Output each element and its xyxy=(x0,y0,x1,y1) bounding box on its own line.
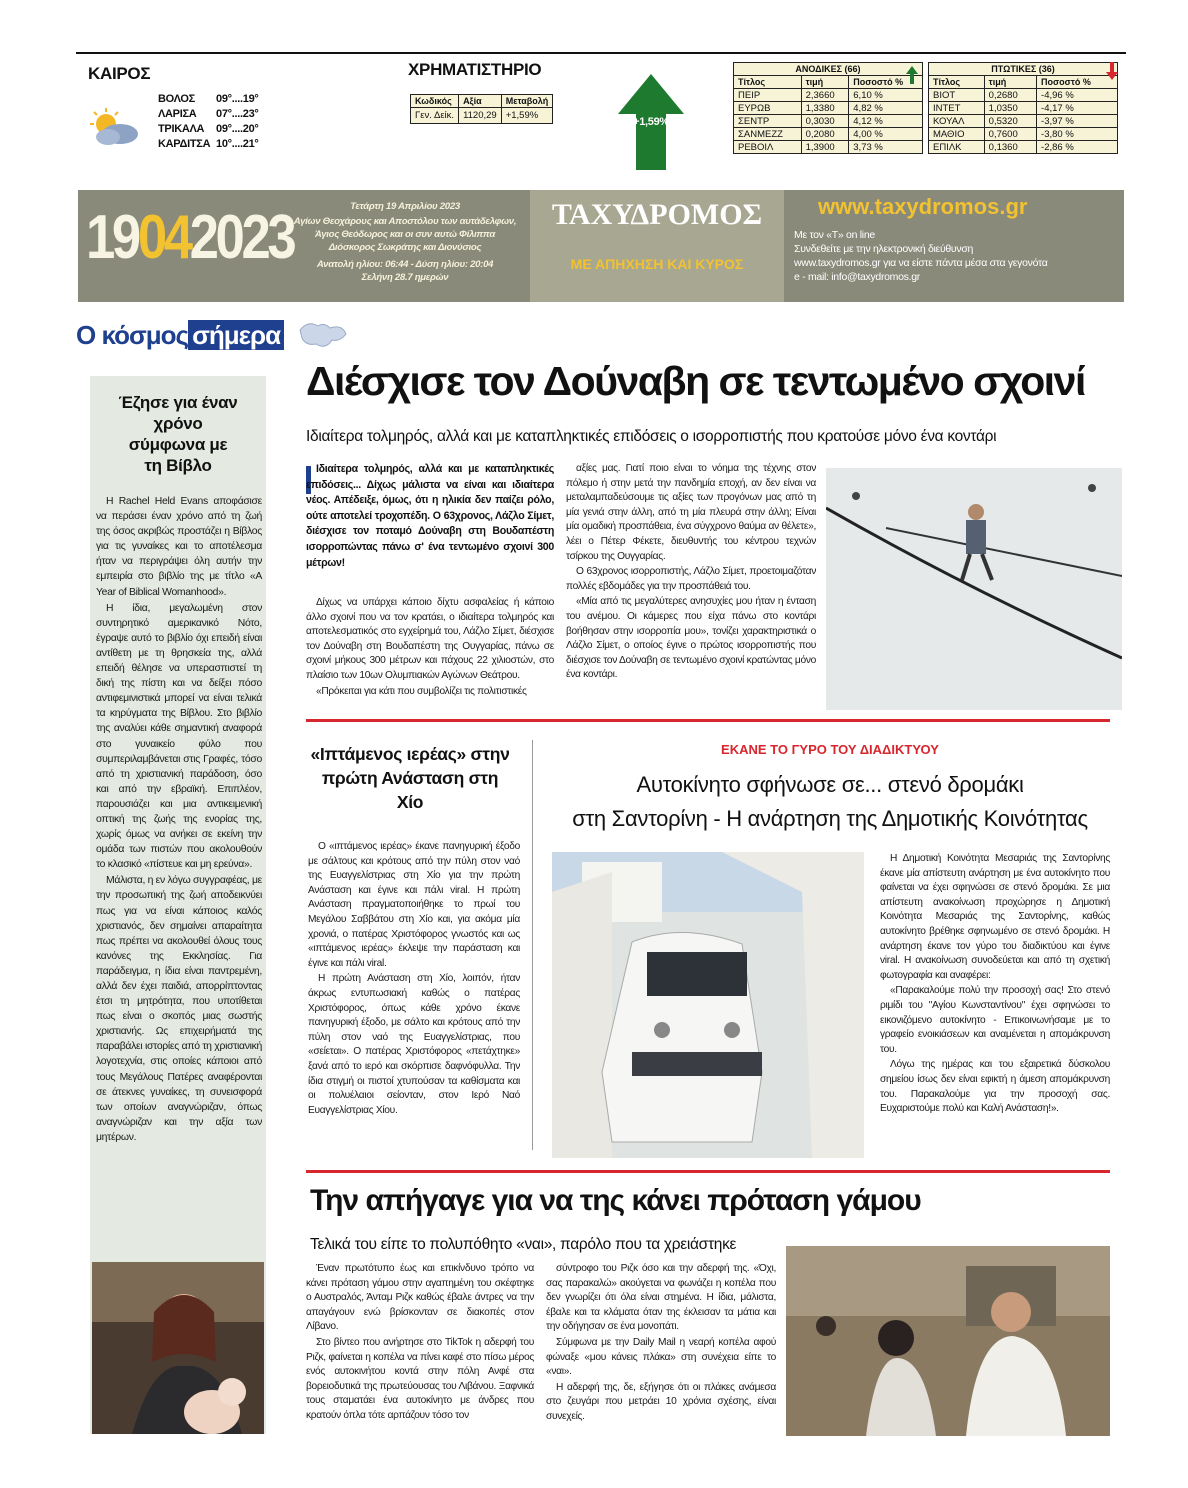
main-col-2 xyxy=(566,462,816,684)
paragraph: «Παρακαλούμε πολύ την προσοχή σας! Στο στενό ριμίδι του "Αγίου Κωνσταντίνου" έχει σφηνώσει το εικονιζόμενο αυτοκίνητο - Επικοινωνήσαμε με το γραφείο ενοικιάσεων και αναμένεται η απομάκρυνση του. xyxy=(880,985,1110,1055)
gainers-col-price: τιμή xyxy=(801,76,849,89)
gainers-title: ΑΝΟΔΙΚΕΣ (66) xyxy=(734,63,923,76)
weather-row: ΛΑΡΙΣΑ 07°....23° xyxy=(158,108,259,120)
proposal-photo xyxy=(786,1246,1110,1436)
banner-info xyxy=(290,200,520,284)
sun-cloud-icon xyxy=(86,108,142,148)
sidebar-headline: Έζησε για έναν χρόνο σύμφωνα με τη Βίβλο xyxy=(118,393,238,475)
table-row: ΒΙΟΤ 0,2680 -4,96 % xyxy=(929,89,1118,102)
weekday-date: Τετάρτη 19 Απριλίου 2023 xyxy=(350,201,460,212)
col-value: Αξία xyxy=(459,95,502,108)
table-row: ΣΑΝΜΕΖΖ 0,2080 4,00 % xyxy=(734,128,923,141)
paragraph: Σύμφωνα με την Daily Mail η νεαρή κοπέλα αφού φώναξε «μου κάνεις πλάκα» στη συνέχεια είπε το «ναι». xyxy=(546,1336,776,1378)
saints-line: Διόσκορος Σωκράτης και Διονύσιος xyxy=(328,242,482,253)
arrow-value: +1,59% xyxy=(633,116,669,128)
section-rule xyxy=(306,719,1110,722)
main-col-1 xyxy=(306,596,554,700)
paragraph: Έναν πρωτότυπο έως και επικίνδυνο τρόπο να κάνει πρόταση γάμου στην αγαπημένη του σκέφτηκε ο Αυστραλός, Άνταμ Ριζκ καθώς έβαλε άντρες να την απαγάγουν ενώ βρίσκονταν σε διακοπές στον Λίβανο. xyxy=(306,1263,534,1333)
car-photo xyxy=(552,852,864,1158)
date-day: 19 xyxy=(86,203,138,272)
paragraph: Η Δημοτική Κοινότητα Μεσαριάς της Σαντορίνης έκανε μία απίστευτη ανάρτηση με ένα αυτοκίνητο που φαίνεται να έχει σφηνώσει σε στενό δρομάκι. Σε μια απίστευτη ανακοίνωση προχώρησε η Δημοτική Κοινότητα Μεσαριάς της Σαντορίνης, καθώς αυτοκίνητο βρέθηκε σφηνωμένο σε στενό δρομάκι. Η ανάρτηση έκανε τον γύρο του διαδικτύου και έγινε viral. Η ανακοίνωση συνοδεύεται και από τη σχετική φωτογραφία και αναφέρει: xyxy=(880,853,1110,981)
main-subhead: Ιδιαίτερα τολμηρός, αλλά και με καταπληκτικές επιδόσεις ο ισορροπιστής που κρατούσε μόνο ένα κοντάρι xyxy=(306,428,997,445)
paragraph: «Πρόκειται για κάτι που συμβολίζει τις πολιτιστικές xyxy=(316,685,527,697)
online-line: Συνδεθείτε με την ηλεκτρονική διεύθυνση xyxy=(794,243,974,255)
santorini-body xyxy=(880,852,1110,1118)
moon-age: Σελήνη 28.7 ημερών xyxy=(361,272,449,283)
paragraph: σύντροφο του Ριζκ όσο και την αδερφή της. «Όχι, σας παρακαλώ» ακούγεται να φωνάζει η κοπέλα που δεν γνωρίζει ότι όλα είναι στημένα. Η ίδια, μάλιστα, έβαλε και τα κλάματα όταν της έκλεισαν τα μάτια και την οδήγησαν σε ένα μονοπάτι. xyxy=(546,1263,776,1333)
weather-row: ΚΑΡΔΙΤΣΑ 10°....21° xyxy=(158,138,259,150)
losers-col-price: τιμή xyxy=(984,76,1036,89)
paragraph: Δίχως να υπάρχει κάποιο δίχτυ ασφαλείας ή κάποιο άλλο σχοινί που να τον κρατάει, ο ιδιαίτερα τολμηρός και αποτελεσματικός στο εγχείρημά του, Λάζλο Σίμετ, διέσχισε τον Δούναβη στη Βουδαπέστη της Ουγγαρίας, πάνω σε σχοινί μήκους 300 μέτρων και πάχους 22 χιλιοστών, στο πλαίσιο των 10ων Ολυμπιακών Αγώνων Θεάτρου. xyxy=(306,597,554,681)
table-row: ΠΕΙΡ 2,3660 6,10 % xyxy=(734,89,923,102)
table-row: ΡΕΒΟΙΛ 1,3900 3,73 % xyxy=(734,141,923,154)
sun-times: Ανατολή ηλίου: 06:44 - Δύση ηλίου: 20:04 xyxy=(316,259,494,270)
paragraph: Η πρώτη Ανάσταση στη Χίο, λοιπόν, ήταν άκρως εντυπωσιακή καθώς ο πατέρας Χριστόφορος, όπως κάθε χρόνο έκανε πανηγυρική έξοδο, με σάλτο και κρότους από την πύλη στον ναό της Ευαγγελίστριας, που «σείεται». Ο πατέρας Χριστόφορος «πετάχτηκε» ξανά από το ιερό και σκόρπισε δαφνόφυλλα. Την ίδια στιγμή οι πιστοί χτυπούσαν τα καθίσματα και οι πολυέλαιοι σείονταν, στον Ιερό Ναό Ευαγγελίστριας Χίου. xyxy=(308,973,520,1116)
weather-title: ΚΑΙΡΟΣ xyxy=(88,64,151,83)
losers-col-title: Τίτλος xyxy=(929,76,985,89)
table-row: ΣΕΝΤΡ 0,3030 4,12 % xyxy=(734,115,923,128)
sidebar-body xyxy=(96,494,262,1146)
santorini-kicker: ΕΚΑΝΕ ΤΟ ΓΥΡΟ ΤΟΥ ΔΙΑΔΙΚΤΥΟΥ xyxy=(721,742,939,757)
proposal-col-2 xyxy=(546,1262,776,1426)
section-header xyxy=(76,320,284,351)
index-name: Γεν. Δείκ. xyxy=(411,108,459,124)
email-link[interactable]: e - mail: info@taxydromos.gr xyxy=(794,271,920,283)
tightrope-photo xyxy=(826,468,1122,710)
stock-title: ΧΡΗΜΑΤΙΣΤΗΡΙΟ xyxy=(408,60,542,79)
small-down-arrow-icon xyxy=(1106,62,1118,85)
paragraph: Λόγω της ημέρας και του εξαιρετικά δύσκολου σημείου ίσως δεν είναι εφικτή η άμεση απομάκρυνση του. Παρακαλούμε για την προσοχή σας. Ευχαριστούμε πολύ και Καλή Ανάσταση!». xyxy=(880,1059,1110,1115)
priest-body xyxy=(308,840,520,1119)
banner-date xyxy=(86,202,293,273)
online-line: www.taxydromos.gr για να είστε πάντα μέσα στα γεγονότα xyxy=(794,257,1048,269)
paragraph: αξίες μας. Γιατί ποιο είναι το νόημα της τέχνης στον πόλεμο ή στην μετά την πανδημία εποχή, αν δεν είναι να μεταλαμπαδεύσουμε τις αξίες των προγόνων μας από τη μία γενιά στην άλλη, από τη μία πλευρά στην άλλη; Είναι μία ομαδική προσπάθεια, ένα σύγχρονο θαύμα αν θέλετε», λέει ο Πέτερ Φέκετε, διευθυντής του κέντρου τεχνών τσίρκου της Ουγγαρίας. xyxy=(566,463,816,562)
weather-row: ΤΡΙΚΑΛΑ 09°....20° xyxy=(158,123,259,135)
sidebar-paragraph: Η ίδια, μεγαλωμένη στον συντηρητικό αμερικανικό Νότο, έγραψε αυτό το βιβλίο όχι επειδή είναι αντίθετη με τη θρησκεία της, αλλά επειδή θέλησε να υπερασπιστεί τη δική της πίστη και να δείξει πόσο αντιφεμινιστικά μπορεί να είναι τελικά τα κηρύγματα της Βίβλου. Στο βιβλίο της αναλύει κάθε σημαντική αναφορά στο γυναικείο φύλο που συμπεριλαμβάνεται στις Γραφές, τόσο από τη χριστιανική παράδοση, όσο και από την εβραϊκή. Επιπλέον, παρουσιάζει και μια αντικειμενική οπτική της ζωής της ενορίας της, χωρίς όμως να ανήκει σε εκείνη την ομάδα των πιστών που ακολουθούν το κλασικό «πίστευε και μη ερεύνα». xyxy=(96,602,262,871)
santorini-headline-2: στη Σαντορίνη - Η ανάρτηση της Δημοτικής Κοινότητας xyxy=(572,806,1088,831)
sidebar-paragraph: Η Rachel Held Evans αποφάσισε να περάσει έναν χρόνο από τη ζωή της όσος ακριβώς προστάζει η Βίβλος για τις γυναίκες και το αποτέλεσμα ήταν να περιγράψει όλη αυτήν την εμπειρία στο βιβλίο της με τίτλο «A Year of Biblical Womanhood». xyxy=(96,496,262,598)
col-change: Μεταβολή xyxy=(501,95,553,108)
paragraph: «Μία από τις μεγαλύτερες ανησυχίες μου ήταν η ένταση του ανέμου. Οι κάμερες που είχα πάνω στο κοντάρι βοήθησαν στην ισορροπία μου», τονίζει χαρακτηριστικά ο Λάζλο Σίμετ, ο οποίος έγινε ο πρώτος ισορροπιστής που διέσχισε τον Δούναβη σε τεντωμένο σχοινί κρατώντας μόνο ένα κοντάρι. xyxy=(566,596,816,681)
priest-headline: «Ιπτάμενος ιερέας» στην πρώτη Ανάσταση στη Χίο xyxy=(310,744,510,812)
table-row: ΚΟΥΑΛ 0,5320 -3,97 % xyxy=(929,115,1118,128)
saints-line: Άγιος Θεόδωρος και οι συν αυτώ Φίλιππα xyxy=(314,229,496,240)
table-row: ΕΥΡΩΒ 1,3380 4,82 % xyxy=(734,102,923,115)
online-info xyxy=(794,228,1047,284)
main-lead: Ιδιαίτερα τολμηρός, αλλά και με καταπληκτικές επιδόσεις... Δίχως μάλιστα να είναι και ιδιαίτερα νέος. Απέδειξε, όμως, ότι η ηλικία δεν παίζει ρόλο, ούτε αποτελεί τροχοπέδη. Ο 63χρονος, Λάζλο Σίμετ, διέσχισε τον ποταμό Δούναβη στη Βουδαπέστη ισορροπώντας πάνω σ' ένα τεντωμένο σχοινί 300 μέτρων! xyxy=(306,463,554,569)
date-month: 04 xyxy=(137,203,190,272)
losers-title: ΠΤΩΤΙΚΕΣ (36) xyxy=(929,63,1118,76)
weather-row: ΒΟΛΟΣ 09°....19° xyxy=(158,93,259,105)
index-change: +1,59% xyxy=(501,108,553,124)
section-rule xyxy=(306,1170,1110,1173)
santorini-headline-1: Αυτοκίνητο σφήνωσε σε... στενό δρομάκι xyxy=(636,772,1024,797)
gainers-col-title: Τίτλος xyxy=(734,76,802,89)
weather-cities xyxy=(158,92,259,152)
date-year: 2023 xyxy=(189,203,294,272)
sidebar-paragraph: Μάλιστα, η εν λόγω συγγραφέας, με την προσωπική της ζωή αποδεικνύει πως για να είναι κάποιος καλός χριστιανός, δεν σημαίνει απαραίτητα πως πρέπει να ακολουθεί όλους τους κανόνες της Εκκλησίας. Για παράδειγμα, η ίδια είναι παντρεμένη, αλλά δεν έχει παιδιά, απορρίπτοντας έτσι τη μητρότητα, που υποτίθεται πως είναι ο σκοπός μιας σωστής χριστιανής. Ως επιχειρήματά της παραβάλει ιστορίες από τη χριστιανική λογοτεχνία, στις οποίες κάποιοι από τους Μεγάλους Πατέρες αναφέρονται σε άτεκνες γυναίκες, τη συνεισφορά των οποίων αναγνώριζαν, όπως αναγνώριζαν και την αξία των μητέρων. xyxy=(96,875,262,1143)
paper-name: ΤΑΧΥΔΡΟΜΟΣ xyxy=(551,198,763,231)
table-row: ΜΑΘΙΟ 0,7600 -3,80 % xyxy=(929,128,1118,141)
index-value: 1120,29 xyxy=(459,108,502,124)
paragraph: Ο «ιπτάμενος ιερέας» έκανε πανηγυρική έξοδο με σάλτους και κρότους από την πύλη στον ναό της Ευαγγελίστριας στη Χίο για την πρώτη Ανάσταση και έγινε και πάλι viral. Η πρώτη Ανάσταση πραγματοποιήθηκε το πρωί του Μεγάλου Σαββάτου στη Χίο και, για ακόμα μία χρονιά, ο πατέρας Χριστόφορος γνωστός και ως «ιπτάμενος ιερέας» έκλεψε την παράσταση και έγινε και πάλι viral. xyxy=(308,841,520,969)
sidebar-photo xyxy=(92,1262,264,1434)
table-row: ΙΝΤΕΤ 1,0350 -4,17 % xyxy=(929,102,1118,115)
section-title-1: Ο κόσμος xyxy=(76,320,189,350)
paragraph: Ο 63χρονος ισορροπιστής, Λάζλο Σίμετ, προετοιμαζόταν πολλές εβδομάδες για την προσπάθειά του. xyxy=(566,566,816,592)
paper-slogan: ΜΕ ΑΠΗΧΗΣΗ ΚΑΙ ΚΥΡΟΣ xyxy=(570,256,744,272)
losers-col-pct: Ποσοστό % xyxy=(1037,76,1118,89)
proposal-subhead: Τελικά του είπε το πολυπόθητο «ναι», παρόλο που τα χρειάστηκε xyxy=(310,1236,737,1253)
losers-table xyxy=(928,62,1118,154)
proposal-col-1 xyxy=(306,1262,534,1425)
world-map-icon xyxy=(296,318,350,359)
website-link[interactable]: www.taxydromos.gr xyxy=(818,194,1028,219)
saints-line: Αγίων Θεοχάρους και Αποστόλου των αυτάδελφων, xyxy=(293,216,517,227)
top-rule xyxy=(76,52,1126,54)
small-up-arrow-icon xyxy=(906,66,918,89)
main-headline: Διέσχισε τον Δούναβη σε τεντωμένο σχοινί xyxy=(306,358,1085,404)
stock-index-table xyxy=(410,94,553,124)
proposal-headline: Την απήγαγε για να της κάνει πρόταση γάμου xyxy=(310,1184,921,1217)
gainers-col-pct: Ποσοστό % xyxy=(849,76,923,89)
column-divider xyxy=(532,740,533,1150)
gainers-table xyxy=(733,62,923,154)
section-title-2: σήμερα xyxy=(188,320,284,350)
col-code: Κωδικός xyxy=(411,95,459,108)
paragraph: Η αδερφή της, δε, εξήγησε ότι οι πλάκες ανάμεσα στο ζευγάρι που μετράει 10 χρόνια σχέσης, είναι συνεχείς. xyxy=(546,1381,776,1422)
online-line: Με τον «Τ» on line xyxy=(794,229,875,241)
table-row: ΕΠΙΛΚ 0,1360 -2,86 % xyxy=(929,141,1118,154)
paragraph: Στο βίντεο που ανήρτησε στο TikTok η αδερφή του Ριζκ, φαίνεται η κοπέλα να πίνει καφέ στο πίσω μέρος ενός αυτοκινήτου κοντά στην πόλη Ανφέ στα βορειοδυτικά της πρωτεύουσας του Λιβάνου. Ξαφνικά τους σταματάει ένα αυτοκίνητο με άνδρες που κρατούν όπλα τότε αρπάζουν τόσο τον xyxy=(306,1336,534,1421)
